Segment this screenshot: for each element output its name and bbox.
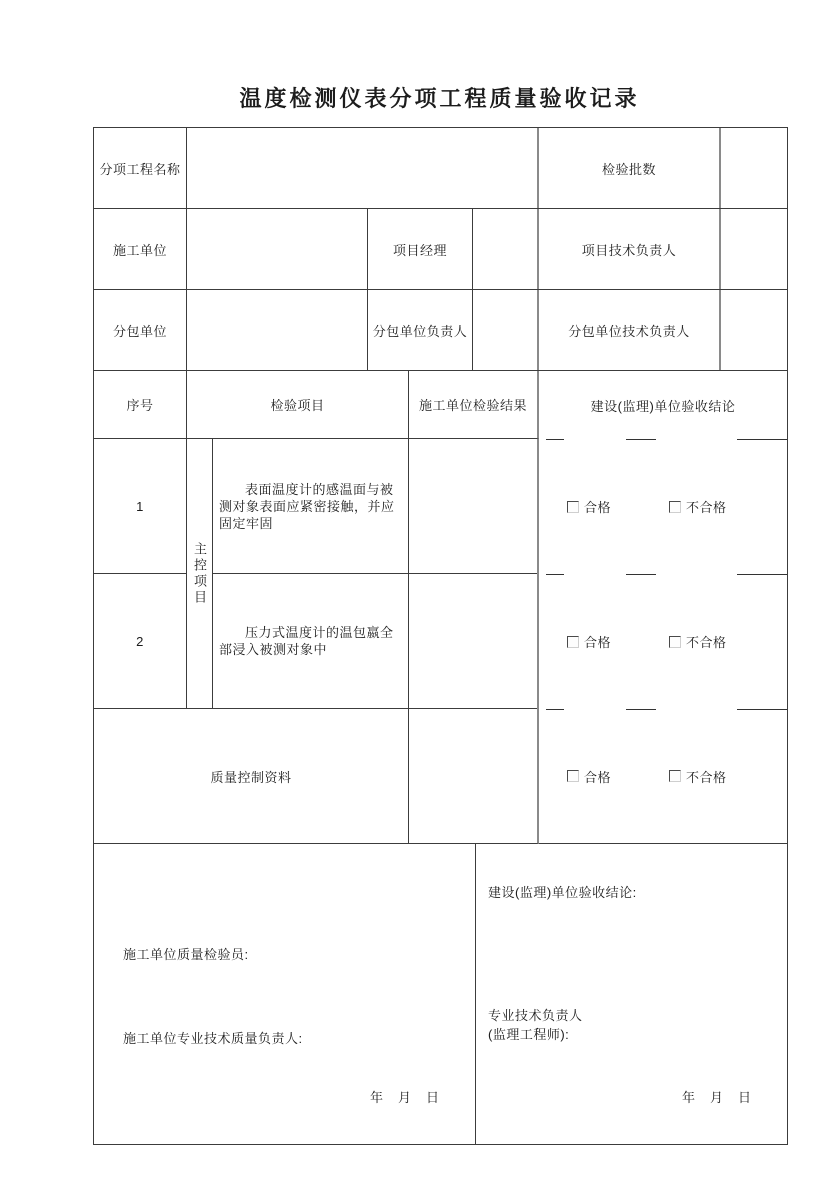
subcontractor-head-field[interactable] [473, 290, 539, 370]
supervision-tech-lead-label [488, 1006, 583, 1044]
item-seq: 1 [94, 439, 186, 574]
page-title: 温度检测仪表分项工程质量验收记录 [239, 86, 640, 111]
pass-checkbox[interactable] [567, 770, 579, 782]
col-result-header: 施工单位检验结果 [409, 371, 539, 439]
fail-checkbox[interactable] [669, 770, 681, 782]
pass-checkbox[interactable] [567, 501, 579, 513]
pass-checkbox-label: 合格 [584, 769, 612, 785]
item-text: 表面温度计的感温面与被测对象表面应紧密接触，并应固定牢固 [213, 439, 408, 574]
fail-checkbox[interactable] [669, 636, 681, 648]
quality-control-row [94, 709, 787, 844]
row-constructor [94, 209, 787, 289]
acceptance-form [93, 127, 788, 1145]
supervision-tech-lead-line2: (监理工程师): [488, 1027, 570, 1042]
pass-checkbox-group [567, 632, 611, 651]
project-manager-label: 项目经理 [368, 209, 473, 289]
supervision-conclusion-label: 建设(监理)单位验收结论: [488, 885, 637, 900]
col-seq-header: 序号 [94, 371, 187, 439]
fail-checkbox-group [669, 497, 727, 516]
project-tech-lead-label: 项目技术负责人 [539, 209, 721, 289]
constructor-signature-cell [94, 844, 476, 1144]
group-label-vertical: 主控项目 [192, 541, 207, 606]
item-seq: 2 [94, 574, 186, 709]
project-manager-field[interactable] [473, 209, 539, 289]
seq-column [94, 439, 187, 709]
date-line: 年 月 日 [681, 1090, 752, 1105]
conclusion-column [539, 439, 787, 709]
pass-checkbox-group [567, 767, 611, 786]
row-subproject [94, 128, 787, 208]
fail-checkbox-label: 不合格 [686, 500, 727, 515]
fail-checkbox-group [669, 632, 727, 651]
batch-count-field[interactable] [721, 128, 787, 208]
col-item-header: 检验项目 [187, 371, 409, 439]
subproject-name-field[interactable] [187, 128, 539, 208]
item-conclusion-cell [539, 439, 787, 574]
inspection-items-block [94, 439, 787, 709]
subcontractor-label: 分包单位 [94, 290, 187, 370]
col-conclusion-header: 建设(监理)单位验收结论 [590, 398, 736, 414]
supervision-signature-cell [476, 844, 787, 1144]
quality-result-field[interactable] [409, 709, 539, 844]
subproject-name-label: 分项工程名称 [94, 128, 187, 208]
pass-checkbox-group [567, 497, 611, 516]
subcontractor-field[interactable] [187, 290, 368, 370]
fail-checkbox[interactable] [669, 501, 681, 513]
item-conclusion-cell [539, 574, 787, 709]
pass-checkbox-label: 合格 [584, 500, 612, 515]
subcontractor-head-label: 分包单位负责人 [368, 290, 473, 370]
project-tech-lead-field[interactable] [721, 209, 787, 289]
signature-section [94, 844, 787, 1144]
constructor-unit-label: 施工单位 [94, 209, 187, 289]
item-result-field[interactable] [409, 439, 537, 574]
quality-control-label: 质量控制资料 [94, 709, 409, 844]
constructor-unit-field[interactable] [187, 209, 368, 289]
row-subcontractor [94, 290, 787, 370]
subcontractor-tech-lead-field[interactable] [721, 290, 787, 370]
result-column [409, 439, 539, 709]
pass-checkbox-label: 合格 [584, 635, 612, 650]
table-header-row [94, 371, 787, 439]
fail-checkbox-label: 不合格 [686, 635, 727, 650]
fail-checkbox-group [669, 767, 727, 786]
fail-checkbox-label: 不合格 [686, 769, 727, 785]
item-text-column [213, 439, 409, 709]
item-text: 压力式温度计的温包嬴全部浸入被测对象中 [213, 574, 408, 709]
construction-tech-lead-label: 施工单位专业技术质量负责人: [123, 1031, 303, 1046]
pass-checkbox[interactable] [567, 636, 579, 648]
batch-count-label: 检验批数 [539, 128, 721, 208]
quality-conclusion-cell [539, 709, 787, 844]
subcontractor-tech-lead-label: 分包单位技术负责人 [539, 290, 721, 370]
inspector-label: 施工单位质量检验员: [123, 947, 249, 962]
date-line: 年 月 日 [369, 1090, 440, 1105]
supervision-tech-lead-line1: 专业技术负责人 [488, 1008, 583, 1023]
group-column [187, 439, 213, 709]
item-result-field[interactable] [409, 574, 537, 709]
